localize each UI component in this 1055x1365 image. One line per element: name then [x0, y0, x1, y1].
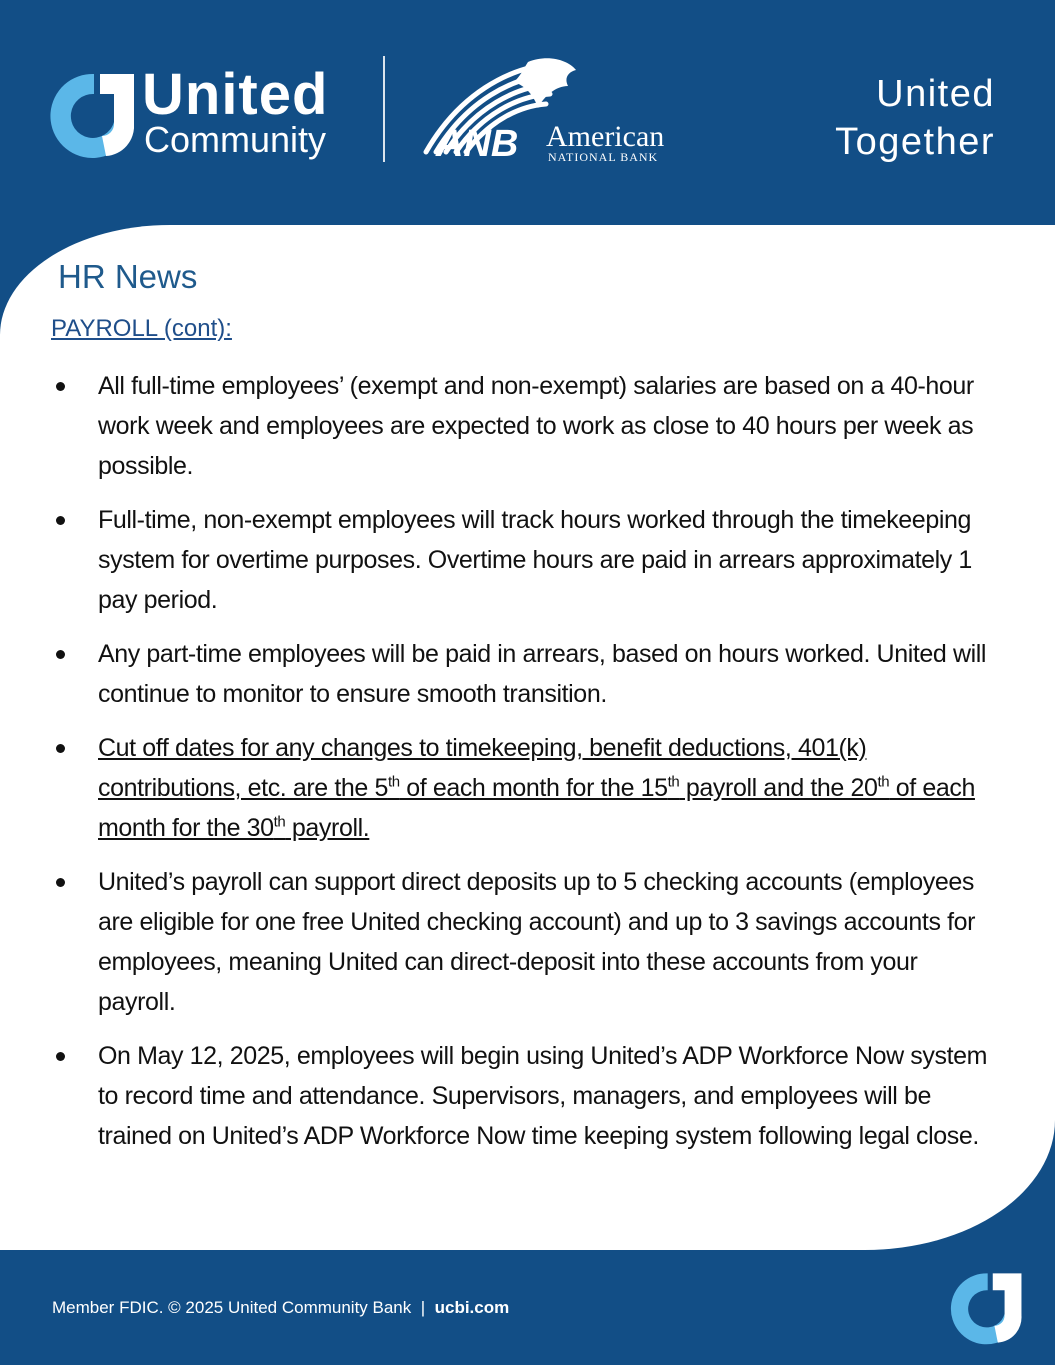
list-item — [51, 862, 996, 1022]
bullet-text: On May 12, 2025, employees will begin using United’s ADP Workforce Now system to record time and attendance. Supervisors, managers, and employees will be trained on United’s ADP Workforce Now time keeping system following legal close. — [98, 1042, 988, 1150]
list-item — [51, 500, 996, 620]
bullet-icon — [56, 744, 65, 753]
footer-separator: | — [420, 1298, 426, 1317]
united-community-mark-icon — [50, 70, 134, 160]
national-bank-wordmark: NATIONAL BANK — [548, 150, 659, 164]
tagline — [835, 70, 995, 166]
list-item — [51, 366, 996, 486]
tagline-line-2: Together — [835, 121, 995, 163]
bullet-icon — [56, 516, 65, 525]
footer-legal — [52, 1298, 509, 1318]
bullet-text: Full-time, non-exempt employees will track hours worked through the timekeeping system for overtime purposes. Overtime hours are paid in arrears approximately 1 pay period. — [98, 506, 972, 614]
united-community-logo — [50, 62, 350, 166]
bullet-icon — [56, 382, 65, 391]
payroll-heading: PAYROLL (cont): — [51, 315, 232, 342]
list-item — [51, 634, 996, 714]
list-item — [51, 1036, 996, 1156]
svg-text:ANB: ANB — [436, 123, 519, 164]
community-wordmark: Community — [144, 119, 327, 160]
bullet-icon — [56, 1052, 65, 1061]
list-item — [51, 728, 996, 848]
united-community-mark-icon — [948, 1270, 1024, 1346]
logo-divider — [383, 56, 385, 162]
bullet-icon — [56, 878, 65, 887]
bullet-icon — [56, 650, 65, 659]
anb-logo — [418, 56, 693, 164]
cutoff-dates-text: Cut off dates for any changes to timekeeping, benefit deductions, 401(k) contributions, etc. are the 5th of each month for the 15th payroll and the 20th of each month for the 30th payroll. — [98, 734, 975, 842]
tagline-line-1: United — [876, 73, 995, 115]
payroll-bullet-list — [51, 366, 996, 1170]
united-wordmark: United — [142, 62, 329, 127]
bullet-text: All full-time employees’ (exempt and non-exempt) salaries are based on a 40-hour work week and employees are expected to work as close to 40 hours per week as possible. — [98, 372, 974, 480]
footer-url-link[interactable]: ucbi.com — [434, 1298, 510, 1317]
bullet-text: United’s payroll can support direct deposits up to 5 checking accounts (employees are eligible for one free United checking account) and up to 3 savings accounts for employees, meaning United can direct-deposit into these accounts from your payroll. — [98, 868, 976, 1016]
bullet-text: Any part-time employees will be paid in arrears, based on hours worked. United will continue to monitor to ensure smooth transition. — [98, 640, 987, 708]
footer-copyright: Member FDIC. © 2025 United Community Bank — [52, 1298, 412, 1317]
section-label: HR News — [58, 258, 198, 295]
american-wordmark: American — [546, 120, 665, 153]
